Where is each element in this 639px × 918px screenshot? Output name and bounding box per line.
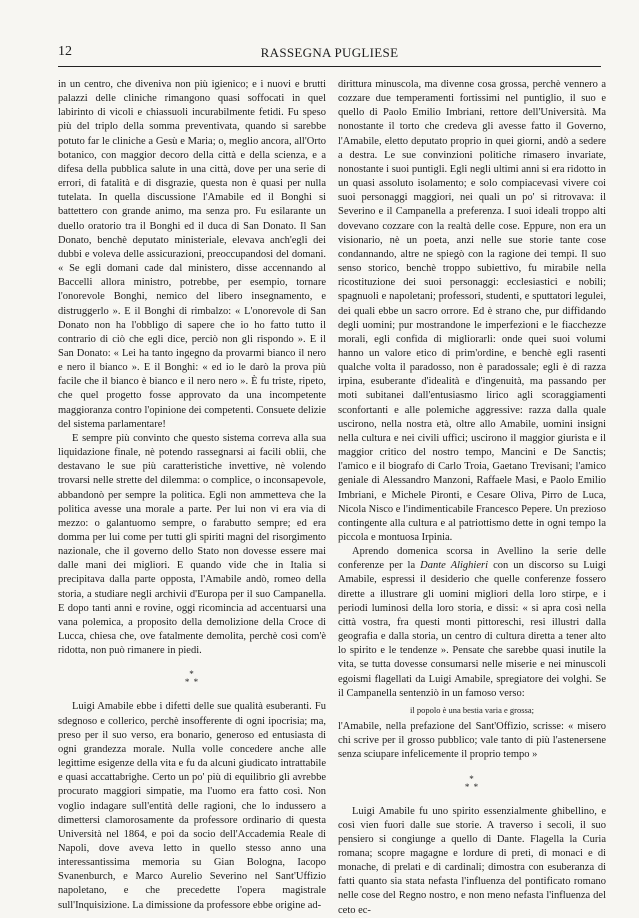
dante-alighieri-italic: Dante Alighieri <box>420 560 489 572</box>
header-rule <box>58 66 601 67</box>
asterism-bottom: * * <box>464 781 480 792</box>
right-column <box>338 78 606 918</box>
left-column <box>58 78 326 913</box>
right-paragraph-4: Luigi Amabile fu uno spirito essenzialmente ghibellino, e così vien fuori dalle sue storie. A traverso i secoli, il suo pensiero si congiunge a quello di Dante. Flagella la Curia romana; scopre magagne e lordure di preti, di monaci e di monache, di prelati e di cardinali; dimostra con esuberanza di fatti quanto sia stata nefasta l'influenza del pontificato romano nelle cose del Regno nostro, e non meno nefasta l'influenza del ceto ec- <box>338 805 606 916</box>
page-header <box>58 44 601 64</box>
left-paragraph-2: E sempre più convinto che questo sistema correva alla sua liquidazione finale, nè potendo rassegnarsi ai facili oblii, che destavano le sue più caratteristiche invettive, nè volendo trovarsi nelle strette del dilemma: o complice, o inconsapevole, abbandonò per sempre la politica. Egli non ammetteva che la politica avesse una morale a parte. Per lui non vi era via di mezzo: o galantuomo sempre, o farabutto sempre; ed era domma per lui come per tutti gli spiriti magni del risorgimento nazionale, che il governo dello Stato non dovesse essere mai dalle mani dei migliori. E quando vide che in Italia si precipitava dalla parte opposta, l'Amabile andò, romeo della storia, a studiare negli archivii d'Europa per il suo Campanella. E dopo tanti anni e rovine, oggi ricomincia ad accentuarsi una vana polemica, a proposito della demolizione della Croce di Lucca, chiesa che, ove fatalmente demolita, perchè così com'è ridotta, non può rimanere in piedi. <box>58 432 326 657</box>
right-paragraph-2-end: con un discorso su Luigi Amabile, espressi il desiderio che quelle conferenze fossero dirette a illustrare gli uomini migliori della loro stirpe, e i periodi luminosi della loro storia, e dissi: « si apra così nella città vostra, fra questi monti pittoreschi, resi illustri dalla geografia e dalla storia, un centro di cultura diretta a tener alto lo spirito e le tendenze ». Pensate che sarebbe quasi inutile la vita, se tutta dovesse consumarsi nelle miserie e nei minuscoli egoismi flagellati da Luigi Amabile, spregiatore dei volghi. Se il Campanella sentenziò in un famoso verso: <box>338 560 606 699</box>
right-paragraph-3: l'Amabile, nella prefazione del Sant'Offizio, scrisse: « misero chi scrive per il grosso pubblico; vale tanto di più l'astenersene senza sciupare infelicemente il proprio tempo » <box>338 721 606 761</box>
journal-title: RASSEGNA PUGLIESE <box>260 45 399 60</box>
asterism-bottom: * * <box>184 677 200 688</box>
left-paragraph-1: in un centro, che diveniva non più igienico; e i nuovi e brutti palazzi delle cliniche rimangono quasi soffocati in quel labirinto di vicoli e chiassuoli incurabilmente fetidi. Fu speso più del triplo della somma preventivata, quando si sarebbe potuto far le cliniche a Gesù e Maria; o, meglio ancora, all'Orto botanico, con maggior decoro della città e della scienza, e a difesa della pubblica salute in una città, dove per una serie di errori, di fatalità e di disgrazie, questa non è quasi per nulla tutelata. In quella discussione l'Amabile ed il Bonghi si battettero con grande animo, ma senza pro. Fu esilarante un duello oratorio tra il Bonghi ed il duca di San Donato. Il San Donato, benchè deputato ministeriale, elevava anch'egli dei dubbi e voleva delle assicurazioni, preoccupandosi del domani. « Se egli domani cade dal ministero, disse accennando al Baccelli allora ministro, potrebbe, per esempio, tornare l'onorevole Bonghi, nemico del libero insegnamento, e distruggerlo ». E il Bonghi di rimbalzo: « L'onorevole di San Donato non ha l'obbligo di sapere che io ho fatto tutto il contrario di ciò che egli dice, perciò non gli rispondo ». E il San Donato: « Lei ha tanto ingegno da provarmi bianco il nero e nero il bianco ». E il Bonghi: « ed io le darò la prova più facile che il bianco è bianco e il nero nero ». È fu triste, ripeto, che quel progetto fosse approvato da una incompetente maggioranza contro l'opinione dei competenti. Consuete delizie del sistema parlamentare! <box>58 79 326 430</box>
right-paragraph-1: dirittura minuscola, ma divenne cosa grossa, perchè vennero a cozzare due temperamenti fortissimi nel puntiglio, il suo e quello di Paolo Emilio Imbriani, rettore dell'Università. Ma nonostante il torto che credeva gli avesse fatto il Governo, l'Amabile, eletto deputato proprio in quei giorni, andò a sedere a destra. Le sue convinzioni politiche rimasero invariate, nonostante i suoi puntigli. Egli negli ultimi anni si era ridotto in un quasi assoluto isolamento; e solo compiacevasi vivere coi suoi personaggi maggiori, nei quali un po' si ritrovava: il Severino e il Campanella a preferenza. I suoi ideali troppo alti dovevano cozzare con la realtà delle cose. Eppure, non era un visionario, nè un poeta, anzi nelle sue storie tante cose condannando, altre ne spiegò con la ragione dei tempi. Il suo senso storico, benchè troppo subiettivo, fu mirabile nella ricostituzione dei suoi personaggi: ecclesiastici e nobili; spagnuoli e napoletani; professori, studenti, e sputtatori legulei, dei quali ebbe un sacro orrore. Ed è strano che, pur diffidando degli uomini; pur mostrandone le imperfezioni e le fiacchezze morali, egli confida di migliorarli: onde quei suoi volumi hanno un valore etico di prim'ordine, e benchè egli rasenti qualche volta il paradosso, non è paradossale; egli è di razza irpina, esuberante d'idealità e d'ingenuità, ma passando per moti subitanei dall'entusiasmo lirico agli scoraggiamenti sconfortanti e alle polemiche aggressive: razza dalla quale uscirono, nella nostra età, oltre allo Amabile, uomini insigni nella cultura e nei civili uffici; uscirono il maggior giurista e il maggior critico del nostro tempo, Mancini e De Sanctis; l'amico e il biografo di Carlo Troia, Gaetano Trevisani; l'amico geniale di Alessandro Manzoni, Raffaele Masi, e Paolo Emilio Imbriani, e Michele Pironti, e Cesare Oliva, Pirro de Luca, Nicola Nisco e l'indimenticabile Francesco Pepere. Un prezioso contingente alla cultura e al patriottismo dette in ogni tempo la piccola e montuosa Irpinia. <box>338 79 606 543</box>
right-paragraph-2 <box>338 545 606 701</box>
section-asterism <box>58 670 326 686</box>
right-paragraph-2-start: Aprendo domenica scorsa in Avellino la serie delle conferenze per la <box>338 546 606 572</box>
section-asterism <box>338 775 606 791</box>
campanella-verse: il popolo è una bestia varia e grossa; <box>410 704 534 715</box>
page-number: 12 <box>58 44 72 59</box>
left-paragraph-3: Luigi Amabile ebbe i difetti delle sue qualità esuberanti. Fu sdegnoso e collerico, perchè insofferente di ogni ipocrisia; ma, preso per il suo verso, era bonario, generoso ed entusiasta di ogni grandezza morale. Nulla volle concedere anche alle legittime esigenze della vita e fu da alcuni giudicato intrattabile e quasi accattabrighe. Certo un po' più di equilibrio gli avrebbe procurato maggiori simpatie, ma l'uomo era fatto così. Non voglio indagare sull'entità delle ragioni, che lo indussero a dimettersi clamorosamente da professore ordinario di questa Università nel 1864, e poi da socio dell'Accademia Reale di Napoli, dove aveva letto in quello stesso anno una interessantissima memoria su Gian Bologna, Iacopo Svanenburch, e Marco Aurelio Severino nel Sant'Uffizio napoletano, e che precedette l'opera magistrale sull'Inquisizione. La dimissione da professore ebbe origine ad- <box>58 701 326 911</box>
asterism-top: * <box>469 773 475 784</box>
asterism-top: * <box>189 669 195 680</box>
